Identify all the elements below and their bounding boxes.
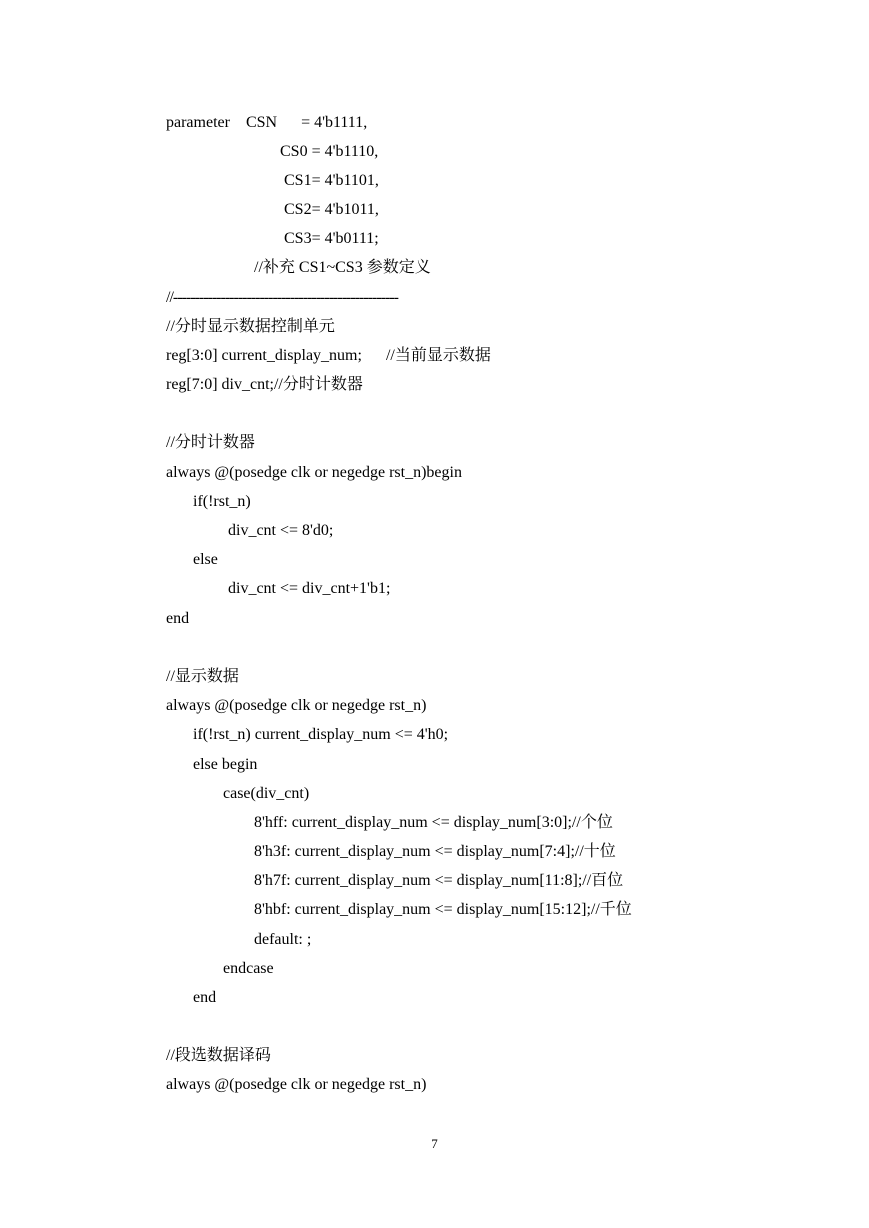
page-number: 7 bbox=[431, 1136, 438, 1151]
code-line: 8'hff: current_display_num <= display_num[3:0];//个位 bbox=[254, 814, 613, 831]
code-line: always @(posedge clk or negedge rst_n)begin bbox=[166, 464, 462, 481]
code-line: always @(posedge clk or negedge rst_n) bbox=[166, 697, 427, 714]
code-line: reg[7:0] div_cnt;//分时计数器 bbox=[166, 376, 363, 393]
code-line: div_cnt <= 8'd0; bbox=[228, 522, 334, 539]
code-line: CS1= 4'b1101, bbox=[284, 172, 379, 189]
code-line: reg[3:0] current_display_num; //当前显示数据 bbox=[166, 347, 491, 364]
code-line: case(div_cnt) bbox=[223, 785, 310, 802]
code-line: end bbox=[166, 610, 190, 627]
code-line: div_cnt <= div_cnt+1'b1; bbox=[228, 580, 391, 597]
code-line: parameter CSN = 4'b1111, bbox=[166, 114, 368, 131]
code-comment: //分时计数器 bbox=[166, 434, 255, 451]
code-line: CS0 = 4'b1110, bbox=[280, 143, 379, 160]
code-line: 8'h3f: current_display_num <= display_num[7:4];//十位 bbox=[254, 843, 616, 860]
code-line: always @(posedge clk or negedge rst_n) bbox=[166, 1076, 427, 1093]
separator-comment: //---------------------------------------------------- bbox=[166, 289, 398, 306]
code-line: if(!rst_n) bbox=[193, 493, 251, 510]
code-comment: //分时显示数据控制单元 bbox=[166, 318, 335, 335]
code-line: else bbox=[193, 551, 218, 568]
code-line: 8'hbf: current_display_num <= display_num[15:12];//千位 bbox=[254, 901, 632, 918]
code-comment: //显示数据 bbox=[166, 668, 239, 685]
code-line: if(!rst_n) current_display_num <= 4'h0; bbox=[193, 726, 449, 743]
code-comment: //段选数据译码 bbox=[166, 1047, 271, 1064]
code-line: 8'h7f: current_display_num <= display_num[11:8];//百位 bbox=[254, 872, 624, 889]
code-comment: //补充 CS1~CS3 参数定义 bbox=[254, 259, 431, 276]
code-line: endcase bbox=[223, 960, 274, 977]
code-line: else begin bbox=[193, 756, 258, 773]
code-line: end bbox=[193, 989, 217, 1006]
code-line: CS3= 4'b0111; bbox=[284, 230, 379, 247]
code-line: default: ; bbox=[254, 931, 312, 948]
code-line: CS2= 4'b1011, bbox=[284, 201, 379, 218]
